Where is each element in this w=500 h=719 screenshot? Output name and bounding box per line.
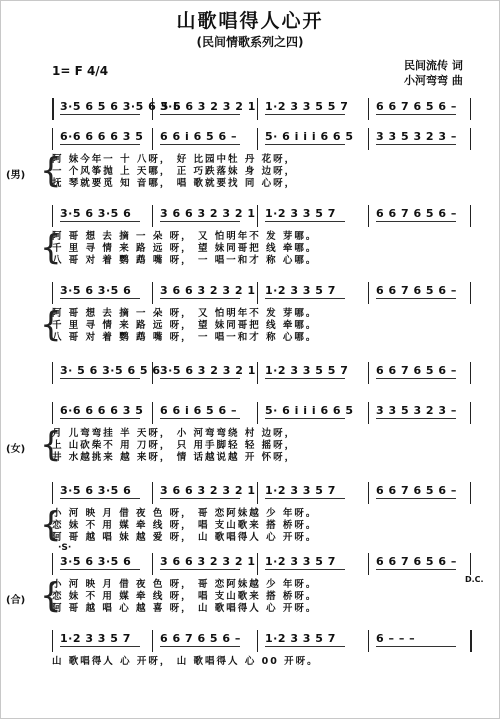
page-border-top — [0, 0, 500, 1]
barline — [257, 630, 258, 652]
beam-underline — [265, 298, 345, 299]
brace-symbol: { — [40, 425, 62, 465]
music-system — [40, 482, 472, 545]
measure: 3·5 6 3·5 6 — [60, 284, 132, 297]
barline — [257, 205, 258, 227]
barline — [470, 630, 472, 652]
barline — [470, 98, 471, 120]
song-title: 山歌唱得人心开 — [176, 10, 324, 32]
measure: 3 6 6 3 2 3 2 1 — [160, 284, 256, 297]
lyric-line: 恋 妹 不 用 媒 牵 线 呀， 唱 支山歌来 搭 桥呀。 — [52, 520, 318, 531]
lyrics-block — [6, 576, 472, 616]
beam-underline — [265, 144, 345, 145]
notation-row — [52, 205, 472, 225]
beam-underline — [160, 144, 240, 145]
measure: 6 6 i 6 5 6 – — [160, 404, 238, 417]
beam-underline — [60, 144, 140, 145]
barline — [152, 553, 153, 575]
measure: 5· 6 i i i 6 6 5 — [265, 404, 354, 417]
beam-underline — [60, 298, 140, 299]
beam-underline — [265, 569, 345, 570]
measure: 1·2 3 3 5 5 7 — [265, 100, 349, 113]
barline — [152, 282, 153, 304]
measure: 3· 5 6 3·5 6 5 6 — [60, 364, 161, 377]
measure: 3 3 5 3 2 3 – — [376, 130, 457, 143]
lyric-line: 阿 妹今年一 十 八呀， 好 比园中牡 丹 花呀， — [52, 154, 297, 165]
barline — [52, 362, 53, 384]
barline — [257, 553, 258, 575]
barline — [152, 630, 153, 652]
lyrics-block — [40, 505, 472, 545]
lyric-line: 阿 哥 想 去 摘 一 朵 呀， 又 怕明年不 发 芽哪。 — [52, 308, 318, 319]
brace-symbol: { — [40, 305, 62, 345]
barline — [470, 128, 471, 150]
measure: 6 6 7 6 5 6 – — [376, 207, 457, 220]
beam-underline — [376, 378, 456, 379]
beam-underline — [376, 646, 456, 647]
beam-underline — [265, 646, 345, 647]
beam-underline — [376, 498, 456, 499]
brace-symbol: { — [40, 505, 62, 545]
notation-row — [52, 402, 472, 422]
barline — [368, 362, 369, 384]
brace-symbol: { — [40, 151, 62, 191]
measure: 6 6 i 6 5 6 – — [160, 130, 238, 143]
notation-row — [52, 482, 472, 502]
barline — [368, 205, 369, 227]
barline — [368, 630, 369, 652]
beam-underline — [160, 646, 240, 647]
measure: 3·5 6 5 6 3·5 6 5 6 — [60, 100, 182, 113]
notation-row — [52, 98, 472, 118]
voice-label: (女) — [6, 444, 26, 455]
beam-underline — [160, 498, 240, 499]
beam-underline — [265, 114, 345, 115]
beam-underline — [60, 498, 140, 499]
barline — [152, 205, 153, 227]
measure: 1·2 3 3 5 7 — [265, 207, 336, 220]
barline — [257, 402, 258, 424]
notation-row — [52, 553, 472, 573]
barline — [257, 482, 258, 504]
barline — [257, 362, 258, 384]
barline — [368, 128, 369, 150]
lyric-line: 小 河 映 月 借 夜 色 呀， 哥 恋阿妹越 少 年呀。 — [52, 579, 318, 590]
measure: 1·2 3 3 5 5 7 — [265, 364, 349, 377]
beam-underline — [60, 418, 140, 419]
barline — [52, 205, 53, 227]
measure: 3·5 6 3·5 6 — [60, 555, 132, 568]
lyrics-block — [40, 228, 472, 268]
music-system — [40, 205, 472, 268]
measure: 6 6 7 6 5 6 – — [160, 632, 241, 645]
music-system — [6, 128, 472, 191]
notation-row — [52, 282, 472, 302]
measure: 6 6 7 6 5 6 – — [376, 364, 457, 377]
voice-label: (合) — [6, 595, 26, 606]
beam-underline — [60, 569, 140, 570]
measure: 5· 6 i i i 6 6 5 — [265, 130, 354, 143]
barline — [257, 128, 258, 150]
beam-underline — [265, 418, 345, 419]
measure: 6·6 6 6 6 3 5 — [60, 404, 144, 417]
beam-underline — [265, 378, 345, 379]
beam-underline — [60, 114, 140, 115]
measure: 3 6 6 3 2 3 2 1 — [160, 555, 256, 568]
measure: 1·2 3 3 5 7 — [60, 632, 131, 645]
barline — [470, 362, 471, 384]
lyric-line: 八 哥 对 着 鹦 鹉 嘴 呀， 一 唱一和才 称 心哪。 — [52, 332, 318, 343]
barline — [52, 128, 53, 150]
measure: 3·5 6 3 2 3 2 1 — [160, 364, 256, 377]
beam-underline — [265, 221, 345, 222]
measure: 3·5 6 3·5 6 — [60, 207, 132, 220]
beam-underline — [265, 498, 345, 499]
measure: 3 6 6 3 2 3 2 1 — [160, 207, 256, 220]
beam-underline — [160, 114, 240, 115]
segno-mark: ·S· — [58, 543, 72, 553]
barline — [368, 282, 369, 304]
lyrics-block — [6, 425, 472, 465]
barline — [152, 402, 153, 424]
lyrics-block — [40, 305, 472, 345]
barline — [52, 98, 54, 120]
measure: 3 3 5 3 2 3 – — [376, 404, 457, 417]
barline — [470, 482, 471, 504]
page-border-left — [0, 0, 1, 719]
beam-underline — [376, 221, 456, 222]
barline — [52, 282, 53, 304]
beam-underline — [160, 378, 240, 379]
notation-row — [52, 630, 472, 650]
lyric-line: 月 儿弯弯挂 半 天呀， 小 河弯弯绕 村 边呀， — [52, 428, 297, 439]
composer-credit: 小河弯弯 曲 — [404, 74, 463, 87]
lyric-line: 山 歌唱得人 心 开呀， 山 歌唱得人 心 00 开呀。 — [52, 656, 319, 667]
music-system — [52, 98, 472, 118]
barline — [52, 630, 53, 652]
lyric-line: 阿 哥 越 唱 妹 越 爱 呀， 山 歌唱得人 心 开呀。 — [52, 532, 318, 543]
beam-underline — [376, 569, 456, 570]
barline — [368, 98, 369, 120]
measure: 6 6 7 6 5 6 – — [376, 555, 457, 568]
measure: 1·2 3 3 5 7 — [265, 632, 336, 645]
dc-mark: D.C. — [465, 575, 484, 584]
voice-label: (男) — [6, 170, 26, 181]
beam-underline — [60, 378, 140, 379]
music-system — [6, 543, 484, 616]
barline — [470, 553, 471, 575]
lyric-line: 千 里 寻 情 来 路 远 呀， 望 妹同哥把 线 牵哪。 — [52, 243, 318, 254]
barline — [152, 482, 153, 504]
barline — [368, 402, 369, 424]
beam-underline — [160, 569, 240, 570]
measure: 1·2 3 3 5 7 — [265, 284, 336, 297]
lyric-line: 阿 哥 想 去 摘 一 朵 呀， 又 怕明年不 发 芽哪。 — [52, 231, 318, 242]
beam-underline — [60, 221, 140, 222]
music-system — [52, 630, 472, 668]
measure: 3 6 6 3 2 3 2 1 — [160, 484, 256, 497]
key-signature: 1= F 4/4 — [52, 64, 109, 78]
beam-underline — [376, 418, 456, 419]
barline — [470, 282, 471, 304]
measure: 6 6 7 6 5 6 – — [376, 100, 457, 113]
brace-symbol: { — [40, 576, 62, 616]
lyric-line: 阿 哥 越 唱 心 越 喜 呀， 山 歌唱得人 心 开呀。 — [52, 603, 318, 614]
beam-underline — [376, 144, 456, 145]
barline — [152, 128, 153, 150]
barline — [470, 402, 471, 424]
music-system — [40, 282, 472, 345]
measure: 6 6 7 6 5 6 – — [376, 484, 457, 497]
lyric-line: 井 水越挑来 越 来呀， 情 话越说越 开 怀呀， — [52, 452, 297, 463]
beam-underline — [160, 418, 240, 419]
measure: 1·2 3 3 5 7 — [265, 555, 336, 568]
barline — [257, 98, 258, 120]
barline — [368, 553, 369, 575]
music-system — [6, 402, 472, 465]
barline — [52, 402, 53, 424]
lyric-line: 抚 琴就要觅 知 音哪， 唱 歌就要找 同 心呀， — [52, 178, 297, 189]
lyric-line: 恋 妹 不 用 媒 牵 线 呀， 唱 支山歌来 搭 桥呀。 — [52, 591, 318, 602]
notation-row — [52, 128, 472, 148]
barline — [52, 482, 53, 504]
barline — [470, 205, 471, 227]
measure: 6·6 6 6 6 3 5 — [60, 130, 144, 143]
lyricist-credit: 民间流传 词 — [404, 59, 463, 72]
lyric-line: 上 山砍柴不 用 刀呀， 只 用手脚轻 轻 摇呀， — [52, 440, 297, 451]
beam-underline — [376, 114, 456, 115]
beam-underline — [160, 221, 240, 222]
beam-underline — [60, 646, 140, 647]
barline — [257, 282, 258, 304]
beam-underline — [160, 298, 240, 299]
measure: 3·5 6 3·5 6 — [60, 484, 132, 497]
measure: 6 – – – — [376, 632, 416, 645]
barline — [52, 553, 53, 575]
lyric-line: 一 个风筝抛 上 天哪， 正 巧跌落妹 身 边呀， — [52, 166, 297, 177]
measure: 3·5 6 3 2 3 2 1 — [160, 100, 256, 113]
notation-row — [52, 362, 472, 382]
lyric-line: 小 河 映 月 借 夜 色 呀， 哥 恋阿妹越 少 年呀。 — [52, 508, 318, 519]
lyric-line: 千 里 寻 情 来 路 远 呀， 望 妹同哥把 线 牵哪。 — [52, 320, 318, 331]
measure: 1·2 3 3 5 7 — [265, 484, 336, 497]
lyric-line: 八 哥 对 着 鹦 鹉 嘴 呀， 一 唱一和才 称 心哪。 — [52, 255, 318, 266]
music-system — [52, 362, 472, 382]
brace-symbol: { — [40, 228, 62, 268]
lyrics-block — [52, 656, 472, 668]
measure: 6 6 7 6 5 6 – — [376, 284, 457, 297]
beam-underline — [376, 298, 456, 299]
barline — [368, 482, 369, 504]
song-subtitle: (民间情歌系列之四) — [196, 35, 304, 49]
lyrics-block — [6, 151, 472, 191]
